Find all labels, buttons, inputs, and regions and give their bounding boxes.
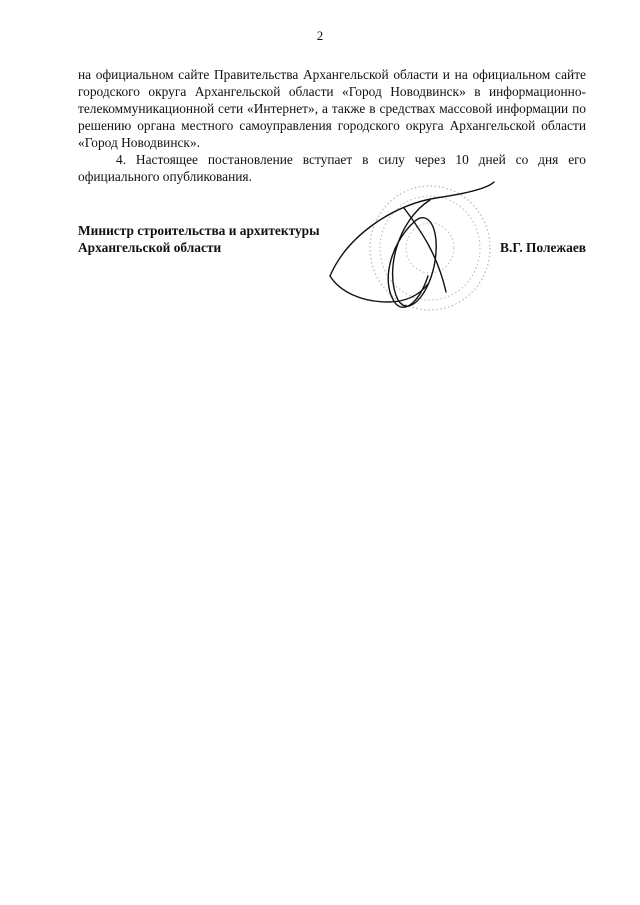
signer-title-line-1: Министр строительства и архитектуры	[78, 223, 320, 238]
paragraph-effective-date: 4. Настоящее постановление вступает в силу через 10 дней со дня его официального опубликования.	[78, 152, 586, 184]
document-body	[78, 66, 586, 185]
signer-name: В.Г. Полежаев	[500, 240, 586, 255]
page-number: 2	[316, 28, 324, 43]
signature-block	[78, 222, 586, 332]
signer-title	[78, 222, 320, 256]
paragraph-publication: на официальном сайте Правительства Архангельской области и на официальном сайте городского округа Архангельской области «Город Новодвинск» в информационно-телекоммуникационной сети «Интернет», а также в средствах массовой информации по решению органа местного самоуправления городского округа Архангельской области «Город Новодвинск».	[78, 67, 586, 150]
signer-title-line-2: Архангельской области	[78, 240, 222, 255]
